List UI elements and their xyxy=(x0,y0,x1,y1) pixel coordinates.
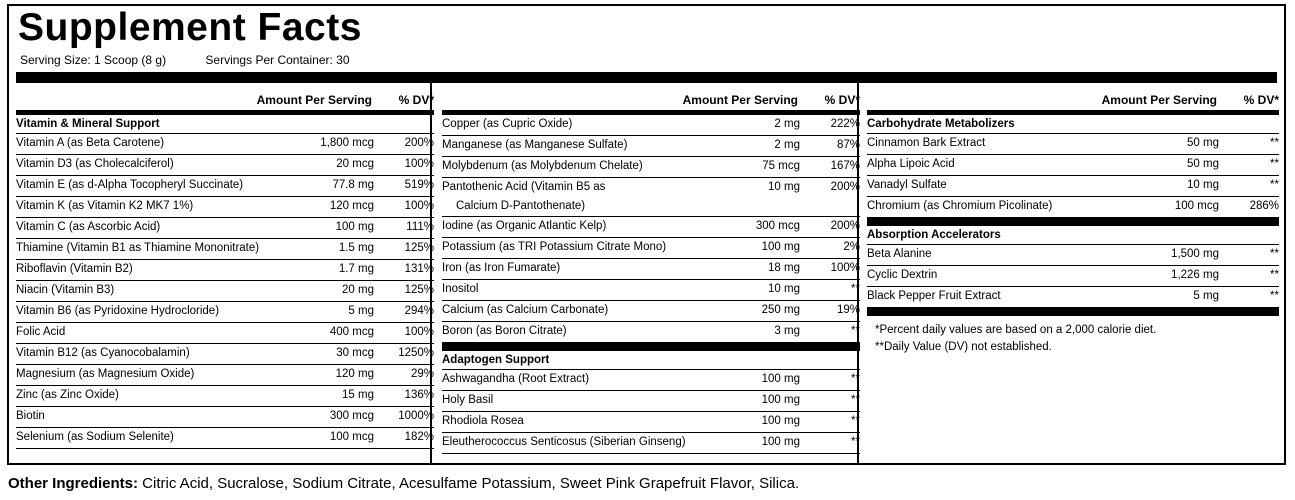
nutrient-name xyxy=(442,259,718,278)
nutrient-dv: 1250% xyxy=(398,347,434,359)
nutrient-row xyxy=(442,259,860,280)
nutrient-row xyxy=(442,217,860,238)
nutrient-name xyxy=(16,197,292,216)
nutrient-row xyxy=(16,365,434,386)
panel-title: Supplement Facts xyxy=(18,6,362,49)
nutrient-row xyxy=(442,322,860,343)
nutrient-name xyxy=(16,260,292,279)
amount-header: Amount Per Serving xyxy=(1101,93,1217,107)
nutrient-amount: 100 mg xyxy=(761,415,800,427)
nutrient-name xyxy=(16,386,292,405)
column-header xyxy=(16,90,434,115)
nutrient-amount: 1,500 mg xyxy=(1171,248,1219,260)
nutrient-name-line: Pantothenic Acid (Vitamin B5 as xyxy=(442,181,606,193)
nutrient-row xyxy=(16,134,434,155)
nutrient-dv: 200% xyxy=(830,181,860,193)
nutrient-list xyxy=(442,370,860,454)
other-ingredients-label: Other Ingredients: xyxy=(8,475,139,492)
nutrient-row xyxy=(442,136,860,157)
supplement-facts-panel xyxy=(7,4,1286,465)
nutrient-row xyxy=(16,197,434,218)
footnote: *Percent daily values are based on a 2,000 calorie diet. xyxy=(875,324,1157,336)
nutrient-row xyxy=(16,176,434,197)
nutrient-name-line: Cinnamon Bark Extract xyxy=(867,137,986,149)
nutrient-list xyxy=(867,245,1279,308)
nutrient-row xyxy=(442,433,860,454)
nutrient-name xyxy=(867,197,1137,216)
nutrient-amount: 18 mg xyxy=(768,262,800,274)
dv-header: % DV* xyxy=(1243,93,1279,107)
nutrient-dv: 136% xyxy=(404,389,434,401)
nutrient-amount: 100 mg xyxy=(761,373,800,385)
section-divider xyxy=(867,218,1279,226)
amount-header: Amount Per Serving xyxy=(256,93,372,107)
nutrient-row xyxy=(16,344,434,365)
nutrient-name xyxy=(442,217,718,236)
section-title: Adaptogen Support xyxy=(442,351,860,370)
nutrient-amount: 100 mg xyxy=(335,221,374,233)
nutrient-row xyxy=(867,266,1279,287)
nutrient-name xyxy=(442,157,718,176)
nutrient-dv: ** xyxy=(1270,158,1279,170)
section-title: Vitamin & Mineral Support xyxy=(16,115,434,134)
nutrient-row xyxy=(16,218,434,239)
nutrient-row xyxy=(442,115,860,136)
section-divider xyxy=(867,308,1279,316)
nutrient-amount: 10 mg xyxy=(768,283,800,295)
nutrient-dv: 167% xyxy=(830,160,860,172)
nutrient-dv: ** xyxy=(1270,269,1279,281)
nutrient-name xyxy=(16,344,292,363)
nutrient-name-line: Inositol xyxy=(442,283,479,295)
nutrient-amount: 250 mg xyxy=(761,304,800,316)
nutrient-name xyxy=(16,281,292,300)
nutrient-name-line: Copper (as Cupric Oxide) xyxy=(442,118,573,130)
nutrient-dv: 2% xyxy=(843,241,860,253)
nutrient-name-line: Vitamin K (as Vitamin K2 MK7 1%) xyxy=(16,200,194,212)
nutrient-name-line: Molybdenum (as Molybdenum Chelate) xyxy=(442,160,643,172)
nutrient-list xyxy=(442,115,860,343)
nutrient-amount: 1,226 mg xyxy=(1171,269,1219,281)
nutrient-name-line: Holy Basil xyxy=(442,394,494,406)
column-3 xyxy=(867,90,1279,356)
nutrient-name xyxy=(16,302,292,321)
nutrient-amount: 300 mcg xyxy=(755,220,800,232)
nutrient-row xyxy=(867,287,1279,308)
nutrient-name xyxy=(442,238,718,257)
nutrient-dv: 200% xyxy=(404,137,434,149)
column-header xyxy=(442,90,860,115)
nutrient-name-line: Iron (as Iron Fumarate) xyxy=(442,262,561,274)
nutrient-name-line: Vitamin D3 (as Cholecalciferol) xyxy=(16,158,174,170)
nutrient-name xyxy=(442,301,718,320)
nutrient-name-line: Ashwagandha (Root Extract) xyxy=(442,373,590,385)
nutrient-name xyxy=(867,155,1137,174)
footnote: **Daily Value (DV) not established. xyxy=(875,341,1052,353)
nutrient-dv: 125% xyxy=(404,242,434,254)
nutrient-amount: 100 mg xyxy=(761,241,800,253)
column-1 xyxy=(16,90,434,449)
nutrient-name-line: Folic Acid xyxy=(16,326,66,338)
nutrient-amount: 2 mg xyxy=(774,139,800,151)
nutrient-name xyxy=(867,245,1137,264)
dv-header: % DV* xyxy=(824,93,860,107)
nutrient-name xyxy=(16,134,292,153)
nutrient-dv: 1000% xyxy=(398,410,434,422)
other-ingredients-text: Citric Acid, Sucralose, Sodium Citrate, Acesulfame Potassium, Sweet Pink Grapefruit Flavor, Silica. xyxy=(138,475,800,492)
nutrient-dv: ** xyxy=(851,325,860,337)
nutrient-dv: ** xyxy=(851,415,860,427)
nutrient-amount: 20 mcg xyxy=(336,158,374,170)
serving-info xyxy=(20,52,386,68)
nutrient-name-line: Vitamin B12 (as Cyanocobalamin) xyxy=(16,347,190,359)
nutrient-row xyxy=(16,260,434,281)
nutrient-dv: ** xyxy=(851,436,860,448)
nutrient-row xyxy=(867,176,1279,197)
nutrient-row xyxy=(442,370,860,391)
nutrient-amount: 300 mcg xyxy=(329,410,374,422)
nutrient-dv: ** xyxy=(851,283,860,295)
nutrient-amount: 1.7 mg xyxy=(338,263,374,275)
nutrient-name xyxy=(442,115,718,134)
nutrient-row xyxy=(16,302,434,323)
nutrient-name xyxy=(16,323,292,342)
nutrient-name xyxy=(442,433,718,452)
nutrient-row xyxy=(16,407,434,428)
nutrient-name xyxy=(16,239,292,258)
nutrient-amount: 120 mcg xyxy=(329,200,374,212)
nutrient-name-line: Manganese (as Manganese Sulfate) xyxy=(442,139,628,151)
nutrient-amount: 10 mg xyxy=(1187,179,1219,191)
nutrient-amount: 100 mg xyxy=(761,394,800,406)
nutrient-amount: 100 mg xyxy=(761,436,800,448)
nutrient-amount: 2 mg xyxy=(774,118,800,130)
nutrient-name xyxy=(442,136,718,155)
nutrient-name-line: Black Pepper Fruit Extract xyxy=(867,290,1001,302)
nutrient-row xyxy=(16,155,434,176)
nutrient-name-line: Eleutherococcus Senticosus (Siberian Ginseng) xyxy=(442,436,686,448)
nutrient-row xyxy=(16,428,434,449)
footnotes xyxy=(867,316,1279,356)
nutrient-row xyxy=(442,157,860,178)
nutrient-dv: 87% xyxy=(836,139,860,151)
nutrient-row xyxy=(442,412,860,433)
nutrient-row xyxy=(442,280,860,301)
servings-per-container: Servings Per Container: 30 xyxy=(205,53,350,67)
nutrient-name xyxy=(16,407,292,426)
column-2 xyxy=(442,90,860,454)
nutrient-name-line: Potassium (as TRI Potassium Citrate Mono) xyxy=(442,241,667,253)
nutrient-name-line: Iodine (as Organic Atlantic Kelp) xyxy=(442,220,607,232)
nutrient-list xyxy=(16,134,434,449)
nutrient-amount: 10 mg xyxy=(768,181,800,193)
nutrient-name xyxy=(867,134,1137,153)
nutrient-name-line: Vitamin B6 (as Pyridoxine Hydrocloride) xyxy=(16,305,220,317)
nutrient-dv: 100% xyxy=(404,200,434,212)
nutrient-name-line: Alpha Lipoic Acid xyxy=(867,158,955,170)
nutrient-list xyxy=(867,134,1279,218)
nutrient-dv: 100% xyxy=(830,262,860,274)
nutrient-name-line: Biotin xyxy=(16,410,45,422)
nutrient-amount: 30 mcg xyxy=(336,347,374,359)
nutrient-dv: 182% xyxy=(404,431,434,443)
nutrient-row xyxy=(16,386,434,407)
nutrient-name xyxy=(442,322,718,341)
nutrient-name xyxy=(442,370,718,389)
nutrient-amount: 15 mg xyxy=(342,389,374,401)
serving-size: Serving Size: 1 Scoop (8 g) xyxy=(20,53,167,67)
nutrient-dv: 222% xyxy=(830,118,860,130)
nutrient-name xyxy=(867,287,1137,306)
nutrient-name-line: Selenium (as Sodium Selenite) xyxy=(16,431,174,443)
nutrient-name-line: Vitamin C (as Ascorbic Acid) xyxy=(16,221,161,233)
nutrient-name-line: Niacin (Vitamin B3) xyxy=(16,284,115,296)
nutrient-row xyxy=(16,281,434,302)
nutrient-name xyxy=(16,176,292,195)
nutrient-name xyxy=(442,280,718,299)
nutrient-amount: 75 mcg xyxy=(762,160,800,172)
nutrient-row xyxy=(442,178,860,217)
nutrient-dv: 125% xyxy=(404,284,434,296)
nutrient-row xyxy=(867,134,1279,155)
nutrient-row xyxy=(867,155,1279,176)
nutrient-amount: 1,800 mcg xyxy=(320,137,374,149)
nutrient-name-line: Riboflavin (Vitamin B2) xyxy=(16,263,133,275)
nutrient-dv: 100% xyxy=(404,158,434,170)
nutrient-name xyxy=(867,266,1137,285)
nutrient-name-line: Zinc (as Zinc Oxide) xyxy=(16,389,119,401)
nutrient-name xyxy=(16,365,292,384)
nutrient-dv: 294% xyxy=(404,305,434,317)
nutrient-name xyxy=(16,218,292,237)
nutrient-amount: 100 mcg xyxy=(329,431,374,443)
nutrient-name-line: Vitamin A (as Beta Carotene) xyxy=(16,137,165,149)
nutrient-dv: ** xyxy=(1270,179,1279,191)
nutrient-dv: 286% xyxy=(1249,200,1279,212)
nutrient-name-line: Vanadyl Sulfate xyxy=(867,179,947,191)
nutrient-amount: 5 mg xyxy=(1193,290,1219,302)
top-divider xyxy=(16,72,1277,83)
nutrient-dv: ** xyxy=(851,373,860,385)
nutrient-name-line: Rhodiola Rosea xyxy=(442,415,524,427)
nutrient-row xyxy=(867,197,1279,218)
nutrient-row xyxy=(16,323,434,344)
nutrient-name-line: Thiamine (Vitamin B1 as Thiamine Mononitrate) xyxy=(16,242,260,254)
nutrient-dv: ** xyxy=(851,394,860,406)
nutrient-dv: 29% xyxy=(410,368,434,380)
nutrient-name xyxy=(442,178,718,216)
nutrient-name xyxy=(442,391,718,410)
nutrient-name-line: Cyclic Dextrin xyxy=(867,269,938,281)
nutrient-amount: 5 mg xyxy=(348,305,374,317)
nutrient-amount: 400 mcg xyxy=(329,326,374,338)
nutrient-amount: 120 mg xyxy=(335,368,374,380)
other-ingredients xyxy=(8,474,799,494)
nutrient-dv: 519% xyxy=(404,179,434,191)
nutrient-row xyxy=(442,301,860,322)
nutrient-amount: 50 mg xyxy=(1187,137,1219,149)
nutrient-name-line: Boron (as Boron Citrate) xyxy=(442,325,567,337)
nutrient-amount: 1.5 mg xyxy=(338,242,374,254)
nutrient-name xyxy=(16,155,292,174)
nutrient-amount: 20 mg xyxy=(342,284,374,296)
column-header xyxy=(867,90,1279,115)
nutrient-name xyxy=(867,176,1137,195)
section-title: Absorption Accelerators xyxy=(867,226,1279,245)
nutrient-row xyxy=(867,245,1279,266)
nutrient-name-line: Calcium D-Pantothenate) xyxy=(456,200,586,212)
nutrient-name-line: Chromium (as Chromium Picolinate) xyxy=(867,200,1053,212)
nutrient-row xyxy=(442,391,860,412)
amount-header: Amount Per Serving xyxy=(682,93,798,107)
nutrient-dv: 100% xyxy=(404,326,434,338)
nutrient-amount: 100 mcg xyxy=(1174,200,1219,212)
nutrient-dv: 131% xyxy=(404,263,434,275)
nutrient-amount: 3 mg xyxy=(774,325,800,337)
nutrient-name xyxy=(16,428,292,447)
dv-header: % DV* xyxy=(398,93,434,107)
nutrient-dv: ** xyxy=(1270,290,1279,302)
section-title: Carbohydrate Metabolizers xyxy=(867,115,1279,134)
nutrient-dv: 111% xyxy=(406,221,434,233)
nutrient-row xyxy=(16,239,434,260)
nutrient-dv: 19% xyxy=(836,304,860,316)
nutrient-name-line: Magnesium (as Magnesium Oxide) xyxy=(16,368,195,380)
nutrient-row xyxy=(442,238,860,259)
section-divider xyxy=(442,343,860,351)
nutrient-amount: 50 mg xyxy=(1187,158,1219,170)
nutrient-amount: 77.8 mg xyxy=(332,179,374,191)
nutrient-name-line: Vitamin E (as d-Alpha Tocopheryl Succinate) xyxy=(16,179,244,191)
nutrient-dv: 200% xyxy=(830,220,860,232)
nutrient-dv: ** xyxy=(1270,248,1279,260)
nutrient-dv: ** xyxy=(1270,137,1279,149)
nutrient-name-line: Beta Alanine xyxy=(867,248,932,260)
nutrient-name-line: Calcium (as Calcium Carbonate) xyxy=(442,304,609,316)
nutrient-name xyxy=(442,412,718,431)
